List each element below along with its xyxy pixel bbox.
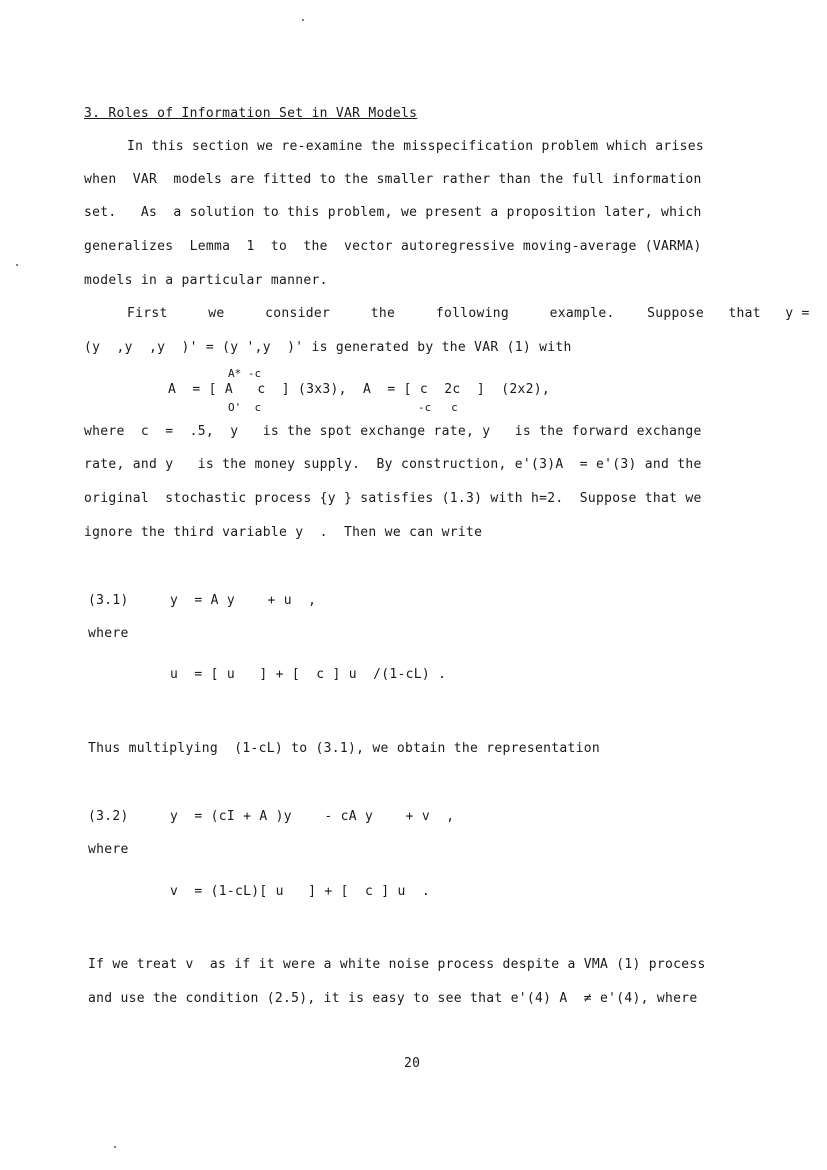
paragraph-line: generalizes Lemma 1 to the vector autoregressive moving-average (VARMA) [84, 239, 702, 254]
equation-body: y = (cI + A )y - cA y + v , [170, 809, 455, 824]
section-title: 3. Roles of Information Set in VAR Models [84, 106, 418, 121]
paragraph-line: models in a particular manner. [84, 273, 328, 288]
paragraph-line: (y ,y ,y )' = (y ',y )' is generated by the VAR (1) with [84, 340, 572, 355]
paragraph-line: where c = .5, y is the spot exchange rate, y is the forward exchange [84, 424, 702, 439]
where-label: where [88, 626, 129, 641]
paragraph-line: If we treat v as if it were a white noise process despite a VMA (1) process [88, 957, 706, 972]
paragraph-line: set. As a solution to this problem, we present a proposition later, which [84, 205, 702, 220]
equation-body: y = A y + u , [170, 593, 317, 608]
paragraph-line: In this section we re-examine the misspecification problem which arises [127, 139, 704, 154]
paragraph-line: original stochastic process {y } satisfies (1.3) with h=2. Suppose that we [84, 491, 702, 506]
astar-bottom-row: -c c [418, 401, 458, 414]
paragraph-line: when VAR models are fitted to the smaller rather than the full information [84, 172, 702, 187]
matrix-top-row: A* -c [228, 367, 262, 380]
paragraph-line: First we consider the following example. Suppose that y = [127, 306, 810, 321]
matrix-bottom-row: O' c [228, 401, 262, 414]
equation-definition: u = [ u ] + [ c ] u /(1-cL) . [170, 667, 447, 682]
scan-speck [302, 19, 304, 21]
paragraph-line: Thus multiplying (1-cL) to (3.1), we obtain the representation [88, 741, 600, 756]
page-number: 20 [404, 1056, 421, 1071]
equation-definition: v = (1-cL)[ u ] + [ c ] u . [170, 884, 431, 899]
matrix-definition: A = [ A c ] (3x3), A = [ c 2c ] (2x2), [168, 382, 550, 397]
paragraph-line: and use the condition (2.5), it is easy to see that e'(4) A ≠ e'(4), where [88, 991, 698, 1006]
equation-label: (3.2) [88, 809, 129, 824]
scan-speck [16, 264, 18, 266]
where-label: where [88, 842, 129, 857]
paragraph-line: ignore the third variable y . Then we can write [84, 525, 483, 540]
scan-speck [114, 1146, 116, 1148]
equation-label: (3.1) [88, 593, 129, 608]
paragraph-line: rate, and y is the money supply. By construction, e'(3)A = e'(3) and the [84, 457, 702, 472]
